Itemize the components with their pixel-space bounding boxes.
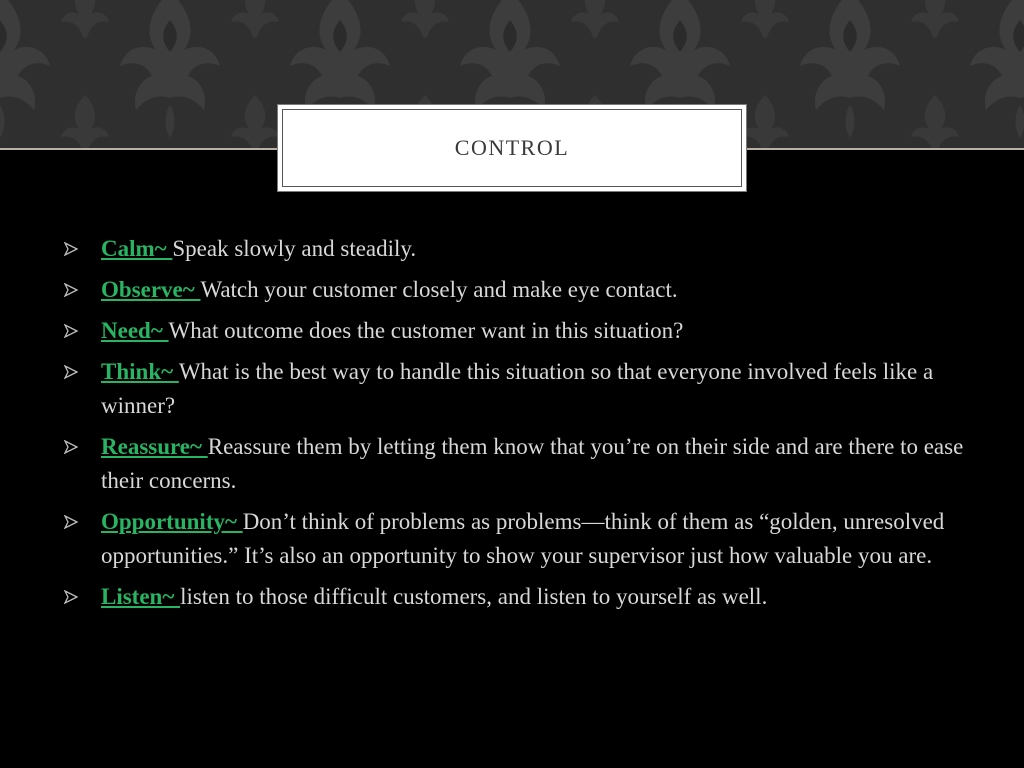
- arrow-bullet-icon: [64, 440, 78, 454]
- bullet-item-reassure: [64, 430, 964, 498]
- bullet-text: listen to those difficult customers, and listen to yourself as well.: [180, 584, 768, 609]
- title-box: [277, 104, 747, 192]
- bullet-item-think: [64, 355, 964, 423]
- bullet-text: Reassure them by letting them know that you’re on their side and are there to ease their concerns.: [101, 434, 964, 493]
- bullet-term: Opportunity~: [101, 509, 243, 534]
- arrow-bullet-icon: [64, 515, 78, 529]
- arrow-bullet-icon: [64, 365, 78, 379]
- bullet-list: [64, 232, 964, 621]
- bullet-term: Calm~: [101, 236, 173, 261]
- slide-title: CONTROL: [454, 135, 570, 160]
- bullet-text: What is the best way to handle this situation so that everyone involved feels like a winner?: [101, 359, 934, 418]
- bullet-text: What outcome does the customer want in this situation?: [168, 318, 684, 343]
- bullet-item-need: [64, 314, 964, 348]
- bullet-term: Need~: [101, 318, 169, 343]
- arrow-bullet-icon: [64, 324, 78, 338]
- bullet-term: Reassure~: [101, 434, 208, 459]
- arrow-bullet-icon: [64, 242, 78, 256]
- bullet-text: Speak slowly and steadily.: [172, 236, 417, 261]
- arrow-bullet-icon: [64, 283, 78, 297]
- bullet-term: Think~: [101, 359, 179, 384]
- bullet-text: Don’t think of problems as problems—think of them as “golden, unresolved opportunities.” It’s also an opportunity to show your supervisor just how valuable you are.: [101, 509, 945, 568]
- bullet-text: Watch your customer closely and make eye contact.: [200, 277, 678, 302]
- bullet-term: Listen~: [101, 584, 181, 609]
- bullet-item-opportunity: [64, 505, 964, 573]
- arrow-bullet-icon: [64, 590, 78, 604]
- title-box-inner-frame: [282, 109, 742, 187]
- bullet-term: Observe~: [101, 277, 201, 302]
- bullet-item-listen: [64, 580, 964, 614]
- bullet-item-calm: [64, 232, 964, 266]
- bullet-item-observe: [64, 273, 964, 307]
